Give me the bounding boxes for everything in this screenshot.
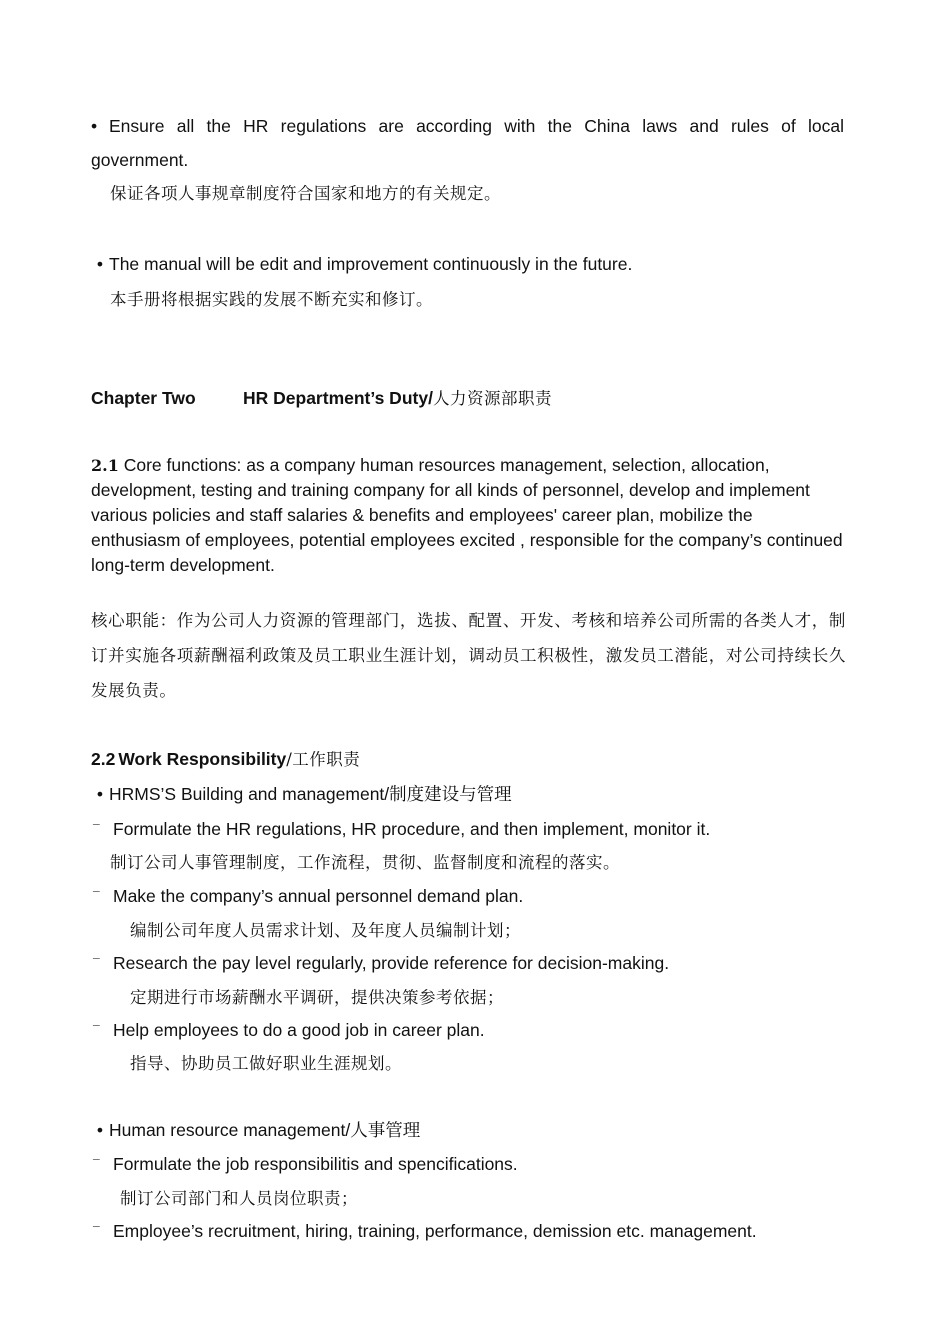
section-2-2-number: 2.2	[91, 749, 116, 769]
section-2-1-paragraph	[91, 453, 846, 578]
group-2-heading-text: Human resource management/人事管理	[109, 1120, 421, 1140]
bullet-icon: •	[91, 116, 98, 136]
intro-item-2-text: The manual will be edit and improvement continuously in the future.	[109, 254, 633, 274]
dash-icon: ¯	[93, 1023, 100, 1037]
section-2-2-heading	[91, 747, 851, 772]
intro-item-1-chinese: 保证各项人事规章制度符合国家和地方的有关规定。	[110, 184, 501, 203]
chapter-title-en: HR Department’s Duty/	[243, 388, 433, 408]
list-item-chinese: 指导、协助员工做好职业生涯规划。	[130, 1054, 402, 1073]
intro-item-2	[91, 252, 851, 277]
list-item-text: Make the company’s annual personnel demand plan.	[113, 886, 524, 906]
list-item-chinese: 编制公司年度人员需求计划、及年度人员编制计划；	[130, 921, 521, 940]
section-2-1-chinese: 核心职能：作为公司人力资源的管理部门，选拔、配置、开发、考核和培养公司所需的各类人才，制订并实施各项薪酬福利政策及员工职业生涯计划，调动员工积极性，激发员工潜能，对公司持续长久发展负责。	[91, 611, 846, 700]
list-item	[93, 1018, 853, 1043]
list-item-text: Formulate the job responsibilitis and spencifications.	[113, 1154, 518, 1174]
dash-icon: ¯	[93, 889, 100, 903]
list-item	[93, 1152, 853, 1177]
list-item-chinese: 制订公司部门和人员岗位职责；	[120, 1189, 358, 1208]
bullet-icon: •	[96, 254, 104, 274]
chapter-label: Chapter Two	[91, 388, 196, 408]
list-item	[93, 884, 853, 909]
list-item-chinese: 定期进行市场薪酬水平调研，提供决策参考依据；	[130, 988, 504, 1007]
list-item-text: Research the pay level regularly, provide reference for decision-making.	[113, 953, 670, 973]
group-1-heading	[91, 782, 851, 807]
section-2-1-text: Core functions: as a company human resources management, selection, allocation, development, testing and training company for all kinds of personnel, develop and implement various policies and staff salaries & benefits and employees' career plan, mobilize the enthusiasm of employees, potential employees excited , responsible for the company’s continued long-term development.	[91, 455, 843, 575]
chapter-title	[243, 386, 843, 411]
intro-item-1-line-1	[91, 114, 844, 139]
intro-item-1-text: Ensure all the HR regulations are according with the China laws and rules of local	[109, 116, 844, 136]
list-item-text: Help employees to do a good job in career plan.	[113, 1020, 485, 1040]
list-item-text: Formulate the HR regulations, HR procedure, and then implement, monitor it.	[113, 819, 711, 839]
dash-icon: ¯	[93, 956, 100, 970]
dash-icon: ¯	[93, 1224, 100, 1238]
intro-item-2-chinese: 本手册将根据实践的发展不断充实和修订。	[110, 290, 433, 309]
list-item	[93, 1219, 853, 1244]
list-item-chinese: 制订公司人事管理制度，工作流程，贯彻、监督制度和流程的落实。	[110, 853, 620, 872]
section-2-1-number: 2.1	[91, 456, 119, 475]
chapter-title-cn: 人力资源部职责	[432, 389, 552, 408]
list-item	[93, 951, 853, 976]
dash-icon: ¯	[93, 1157, 100, 1171]
section-2-2-title-en: Work Responsibility	[118, 749, 287, 769]
section-2-2-title-cn: /工作职责	[286, 750, 361, 769]
list-item-text: Employee’s recruitment, hiring, training, performance, demission etc. management.	[113, 1221, 757, 1241]
intro-item-1-line-2: government.	[91, 150, 189, 170]
bullet-icon: •	[96, 1120, 104, 1140]
group-1-heading-text: HRMS’S Building and management/制度建设与管理	[109, 784, 512, 804]
list-item	[93, 817, 853, 842]
group-2-heading	[91, 1118, 851, 1143]
bullet-icon: •	[96, 784, 104, 804]
dash-icon: ¯	[93, 822, 100, 836]
